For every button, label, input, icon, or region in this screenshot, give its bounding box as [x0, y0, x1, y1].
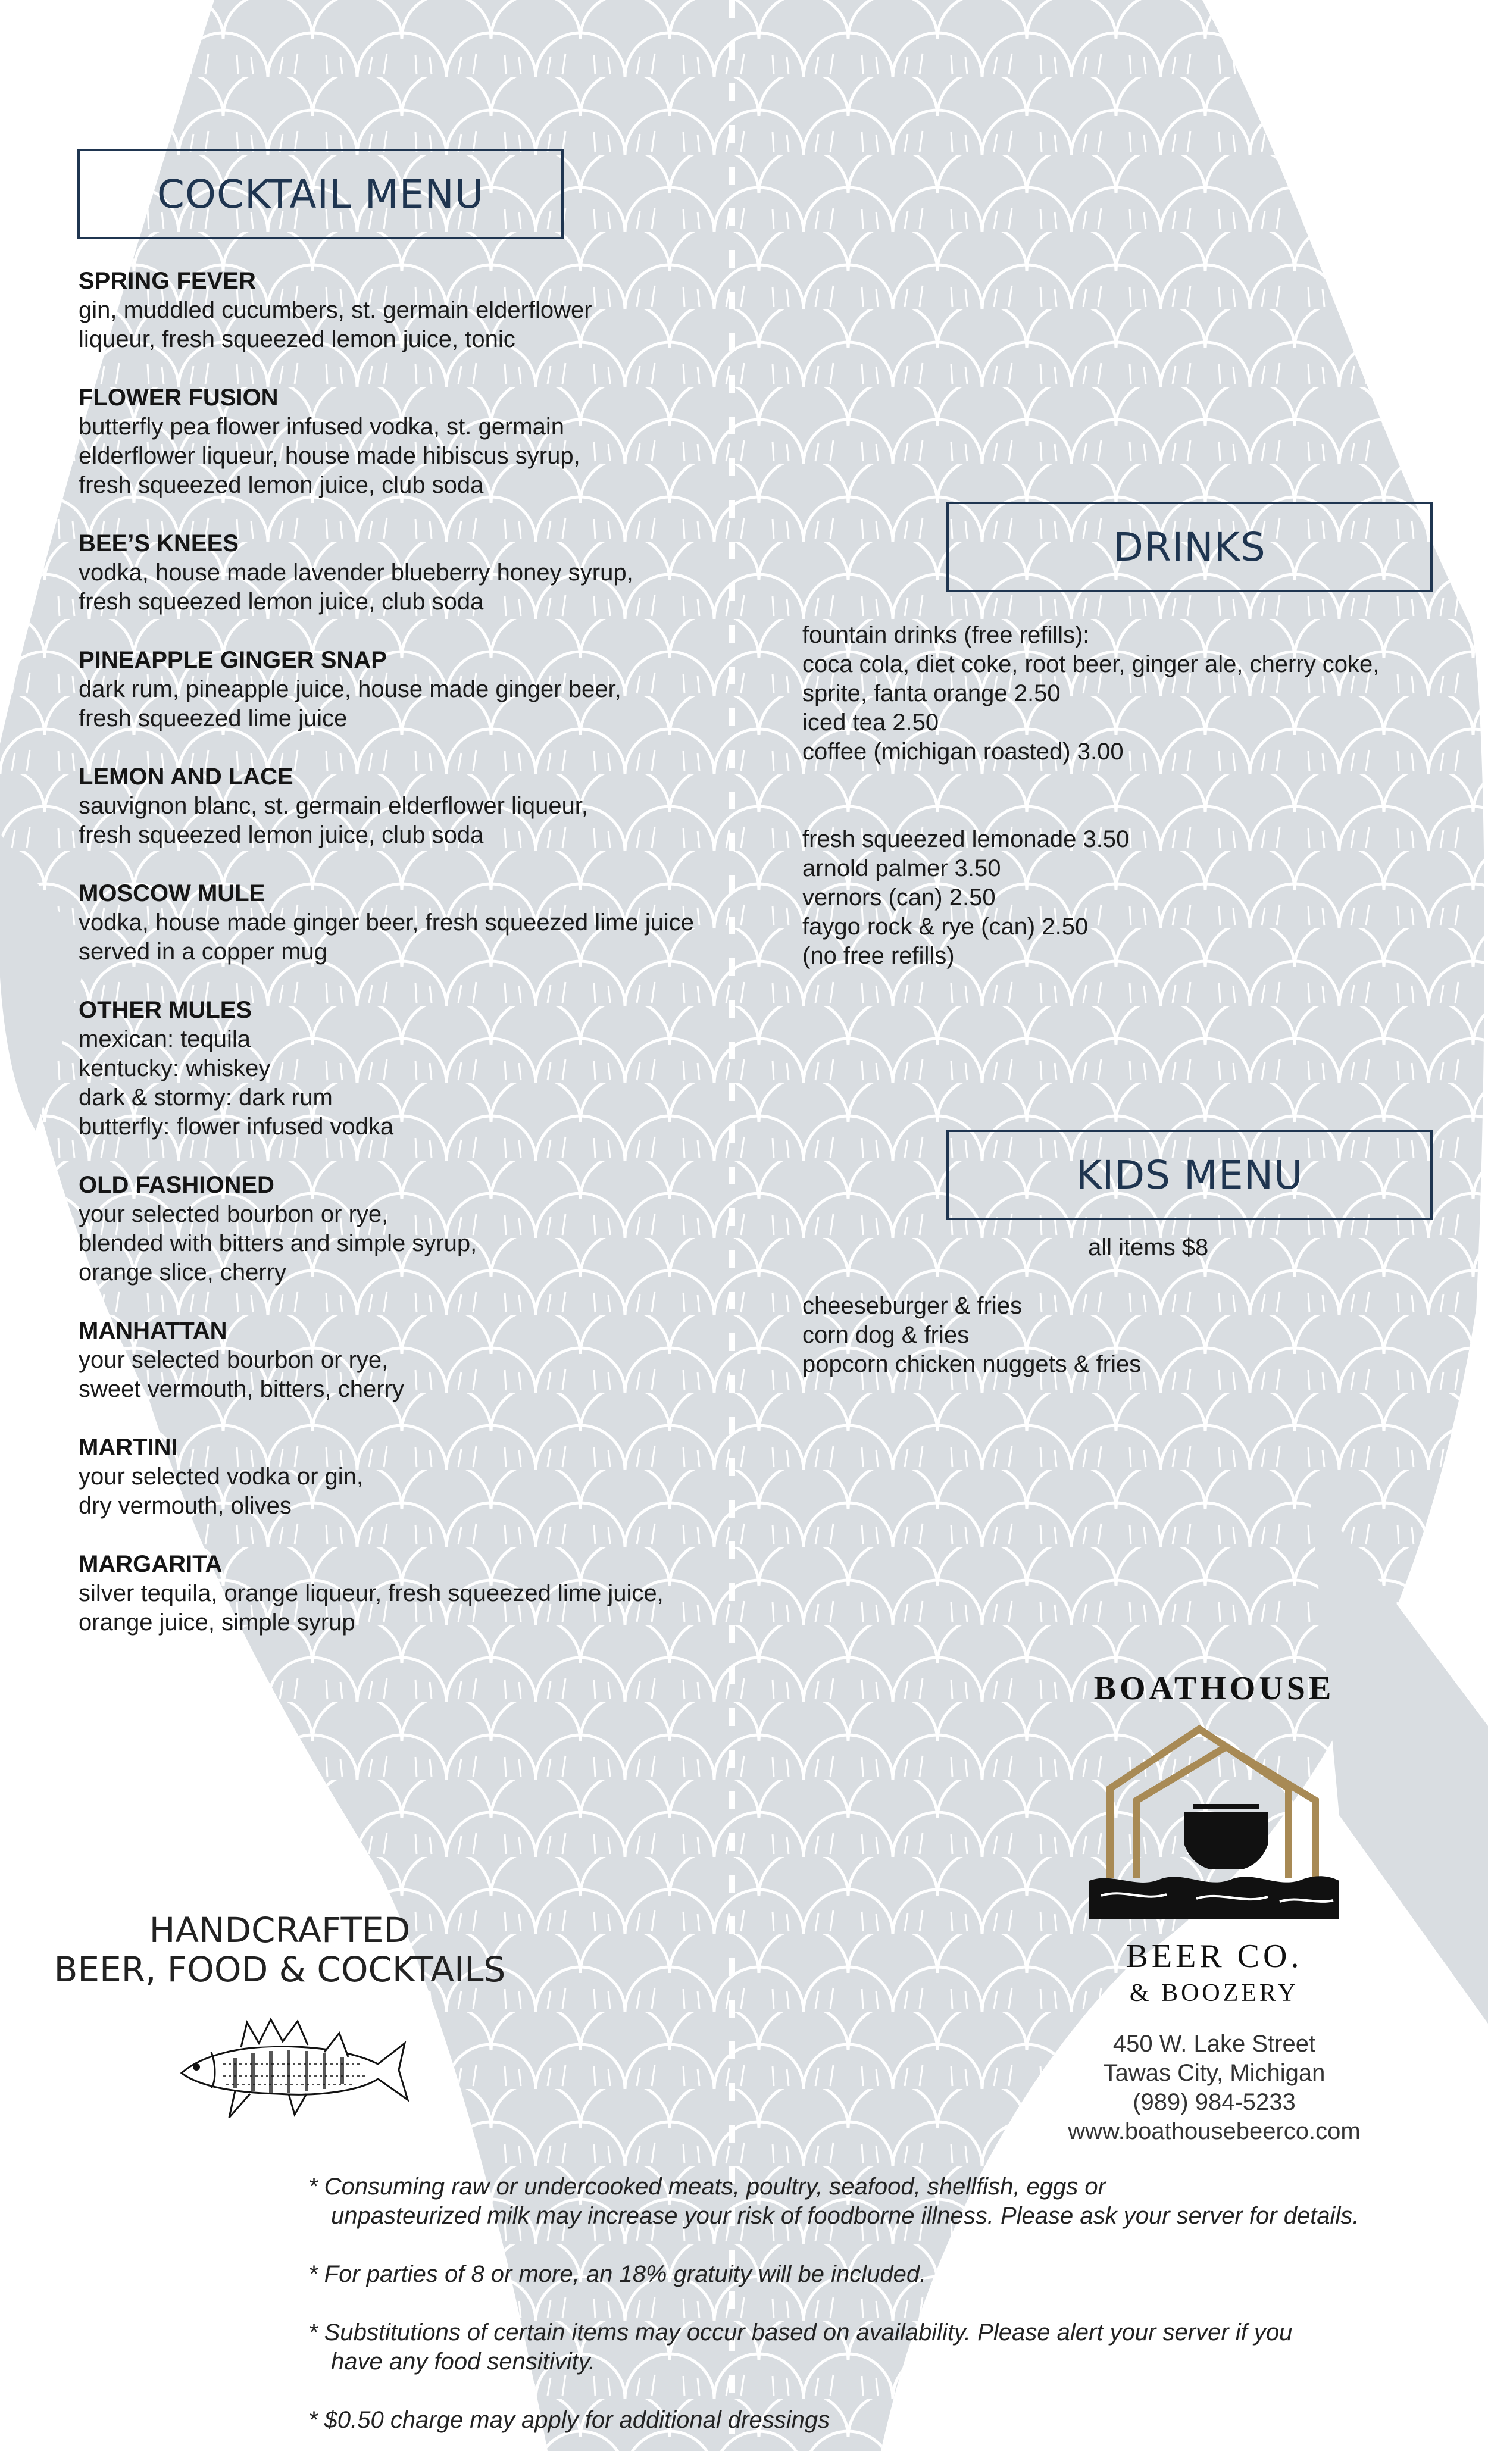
cocktail-name: BEE’S KNEES — [79, 530, 239, 556]
cocktail-description-line: orange juice, simple syrup — [79, 1609, 355, 1636]
kids-menu-item: cheeseburger & fries — [802, 1293, 1023, 1319]
cocktail-name: OLD FASHIONED — [79, 1172, 274, 1198]
footnote-line: have any food sensitivity. — [331, 2349, 595, 2375]
cocktail-description-line: your selected bourbon or rye, — [79, 1347, 389, 1373]
footnote-line: unpasteurized milk may increase your risk of foodborne illness. Please ask your server for details. — [331, 2203, 1359, 2229]
cocktail-description-line: elderflower liqueur, house made hibiscus syrup, — [79, 443, 580, 469]
address-street: 450 W. Lake Street — [1112, 2031, 1316, 2057]
cocktail-description-line: fresh squeezed lemon juice, club soda — [79, 589, 484, 615]
cocktail-description-line: silver tequila, orange liqueur, fresh squeezed lime juice, — [79, 1580, 664, 1606]
footnote-line: * For parties of 8 or more, an 18% gratuity will be included. — [308, 2261, 927, 2287]
cocktail-description-line: dark & stormy: dark rum — [79, 1084, 333, 1111]
perch-fish-illustration — [170, 2010, 411, 2124]
address-block — [976, 2030, 1452, 2146]
logo-bottom-text: & BOOZERY — [1129, 1980, 1299, 2007]
cocktail-description-line: dry vermouth, olives — [79, 1493, 292, 1519]
cocktail-description-line: gin, muddled cucumbers, st. germain elderflower — [79, 297, 592, 323]
kids-menu-item: popcorn chicken nuggets & fries — [802, 1351, 1142, 1377]
cocktail-menu-heading: COCKTAIL MENU — [77, 149, 564, 239]
cocktail-name: OTHER MULES — [79, 997, 252, 1023]
drink-line: sprite, fanta orange 2.50 — [802, 680, 1061, 706]
drink-line: coffee (michigan roasted) 3.00 — [802, 739, 1124, 765]
cocktail-name: MANHATTAN — [79, 1318, 227, 1344]
cocktail-item — [79, 529, 763, 617]
drink-line: fountain drinks (free refills): — [802, 622, 1090, 648]
cocktail-name: FLOWER FUSION — [79, 384, 279, 411]
logo-top-text: BOATHOUSE — [1093, 1670, 1335, 1707]
cocktail-list — [79, 267, 763, 1666]
cocktail-description-line: butterfly: flower infused vodka — [79, 1114, 394, 1140]
footnote-line: * Consuming raw or undercooked meats, poultry, seafood, shellfish, eggs or — [308, 2174, 1106, 2200]
cocktail-item — [79, 1433, 763, 1521]
cocktail-description-line: orange slice, cherry — [79, 1259, 287, 1286]
cocktail-description-line: dark rum, pineapple juice, house made ginger beer, — [79, 676, 621, 702]
cocktail-item — [79, 383, 763, 500]
cocktail-description-line: kentucky: whiskey — [79, 1055, 271, 1081]
tagline-line-1: HANDCRAFTED — [149, 1910, 411, 1950]
cocktail-name: MARGARITA — [79, 1551, 223, 1577]
cocktail-name: MOSCOW MULE — [79, 880, 265, 906]
address-city: Tawas City, Michigan — [1103, 2060, 1326, 2086]
boathouse-logo — [1065, 1669, 1363, 2021]
drinks-list-other — [802, 825, 1129, 971]
cocktail-item — [79, 879, 763, 967]
address-website: www.boathousebeerco.com — [1068, 2118, 1361, 2144]
cocktail-description-line: fresh squeezed lemon juice, club soda — [79, 472, 484, 498]
cocktail-item — [79, 1317, 763, 1404]
cocktail-description-line: mexican: tequila — [79, 1026, 251, 1052]
kids-menu-heading: KIDS MENU — [946, 1130, 1433, 1220]
cocktail-description-line: vodka, house made ginger beer, fresh squeezed lime juice — [79, 909, 694, 936]
drinks-list-fountain — [802, 621, 1379, 767]
drink-line: iced tea 2.50 — [802, 709, 939, 736]
logo-middle-text: BEER CO. — [1126, 1938, 1303, 1975]
cocktail-description-line: your selected bourbon or rye, — [79, 1201, 389, 1227]
kids-menu-price-note: all items $8 — [1088, 1234, 1209, 1261]
cocktail-description-line: sauvignon blanc, st. germain elderflower liqueur, — [79, 793, 589, 819]
cocktail-description-line: blended with bitters and simple syrup, — [79, 1230, 477, 1256]
footnote — [308, 2260, 1439, 2289]
footnotes — [308, 2172, 1439, 2464]
drinks-heading: DRINKS — [946, 502, 1433, 592]
cocktail-name: SPRING FEVER — [79, 268, 256, 294]
tagline — [42, 1910, 518, 1989]
cocktail-description-line: liqueur, fresh squeezed lemon juice, tonic — [79, 326, 515, 352]
cocktail-item — [79, 1171, 763, 1287]
cocktail-name: PINEAPPLE GINGER SNAP — [79, 647, 387, 673]
footnote — [308, 2172, 1439, 2231]
drink-line: faygo rock & rye (can) 2.50 — [802, 914, 1089, 940]
drink-line: (no free refills) — [802, 943, 955, 969]
cocktail-name: LEMON AND LACE — [79, 764, 293, 790]
cocktail-name: MARTINI — [79, 1434, 178, 1461]
cocktail-item — [79, 267, 763, 354]
kids-menu-item: corn dog & fries — [802, 1322, 970, 1348]
boathouse-icon — [1089, 1723, 1339, 1919]
cocktail-description-line: vodka, house made lavender blueberry honey syrup, — [79, 559, 633, 586]
drink-line: fresh squeezed lemonade 3.50 — [802, 826, 1130, 852]
address-phone: (989) 984-5233 — [1133, 2089, 1296, 2115]
footnote — [308, 2406, 1439, 2435]
drink-line: arnold palmer 3.50 — [802, 855, 1001, 881]
footnote-line: * $0.50 charge may apply for additional dressings — [308, 2407, 830, 2433]
cocktail-description-line: butterfly pea flower infused vodka, st. germain — [79, 414, 564, 440]
drink-line: coca cola, diet coke, root beer, ginger ale, cherry coke, — [802, 651, 1380, 677]
cocktail-description-line: fresh squeezed lemon juice, club soda — [79, 822, 484, 848]
cocktail-item — [79, 996, 763, 1142]
cocktail-item — [79, 1550, 763, 1637]
cocktail-description-line: served in a copper mug — [79, 939, 328, 965]
cocktail-description-line: sweet vermouth, bitters, cherry — [79, 1376, 404, 1402]
drink-line: vernors (can) 2.50 — [802, 884, 996, 911]
tagline-line-2: BEER, FOOD & COCKTAILS — [54, 1949, 506, 1990]
cocktail-item — [79, 762, 763, 850]
cocktail-item — [79, 646, 763, 733]
footnote — [308, 2318, 1439, 2377]
cocktail-description-line: your selected vodka or gin, — [79, 1464, 364, 1490]
cocktail-description-line: fresh squeezed lime juice — [79, 705, 348, 731]
kids-menu-list — [802, 1292, 1141, 1379]
footnote-line: * Substitutions of certain items may occur based on availability. Please alert your server if you — [308, 2319, 1293, 2346]
